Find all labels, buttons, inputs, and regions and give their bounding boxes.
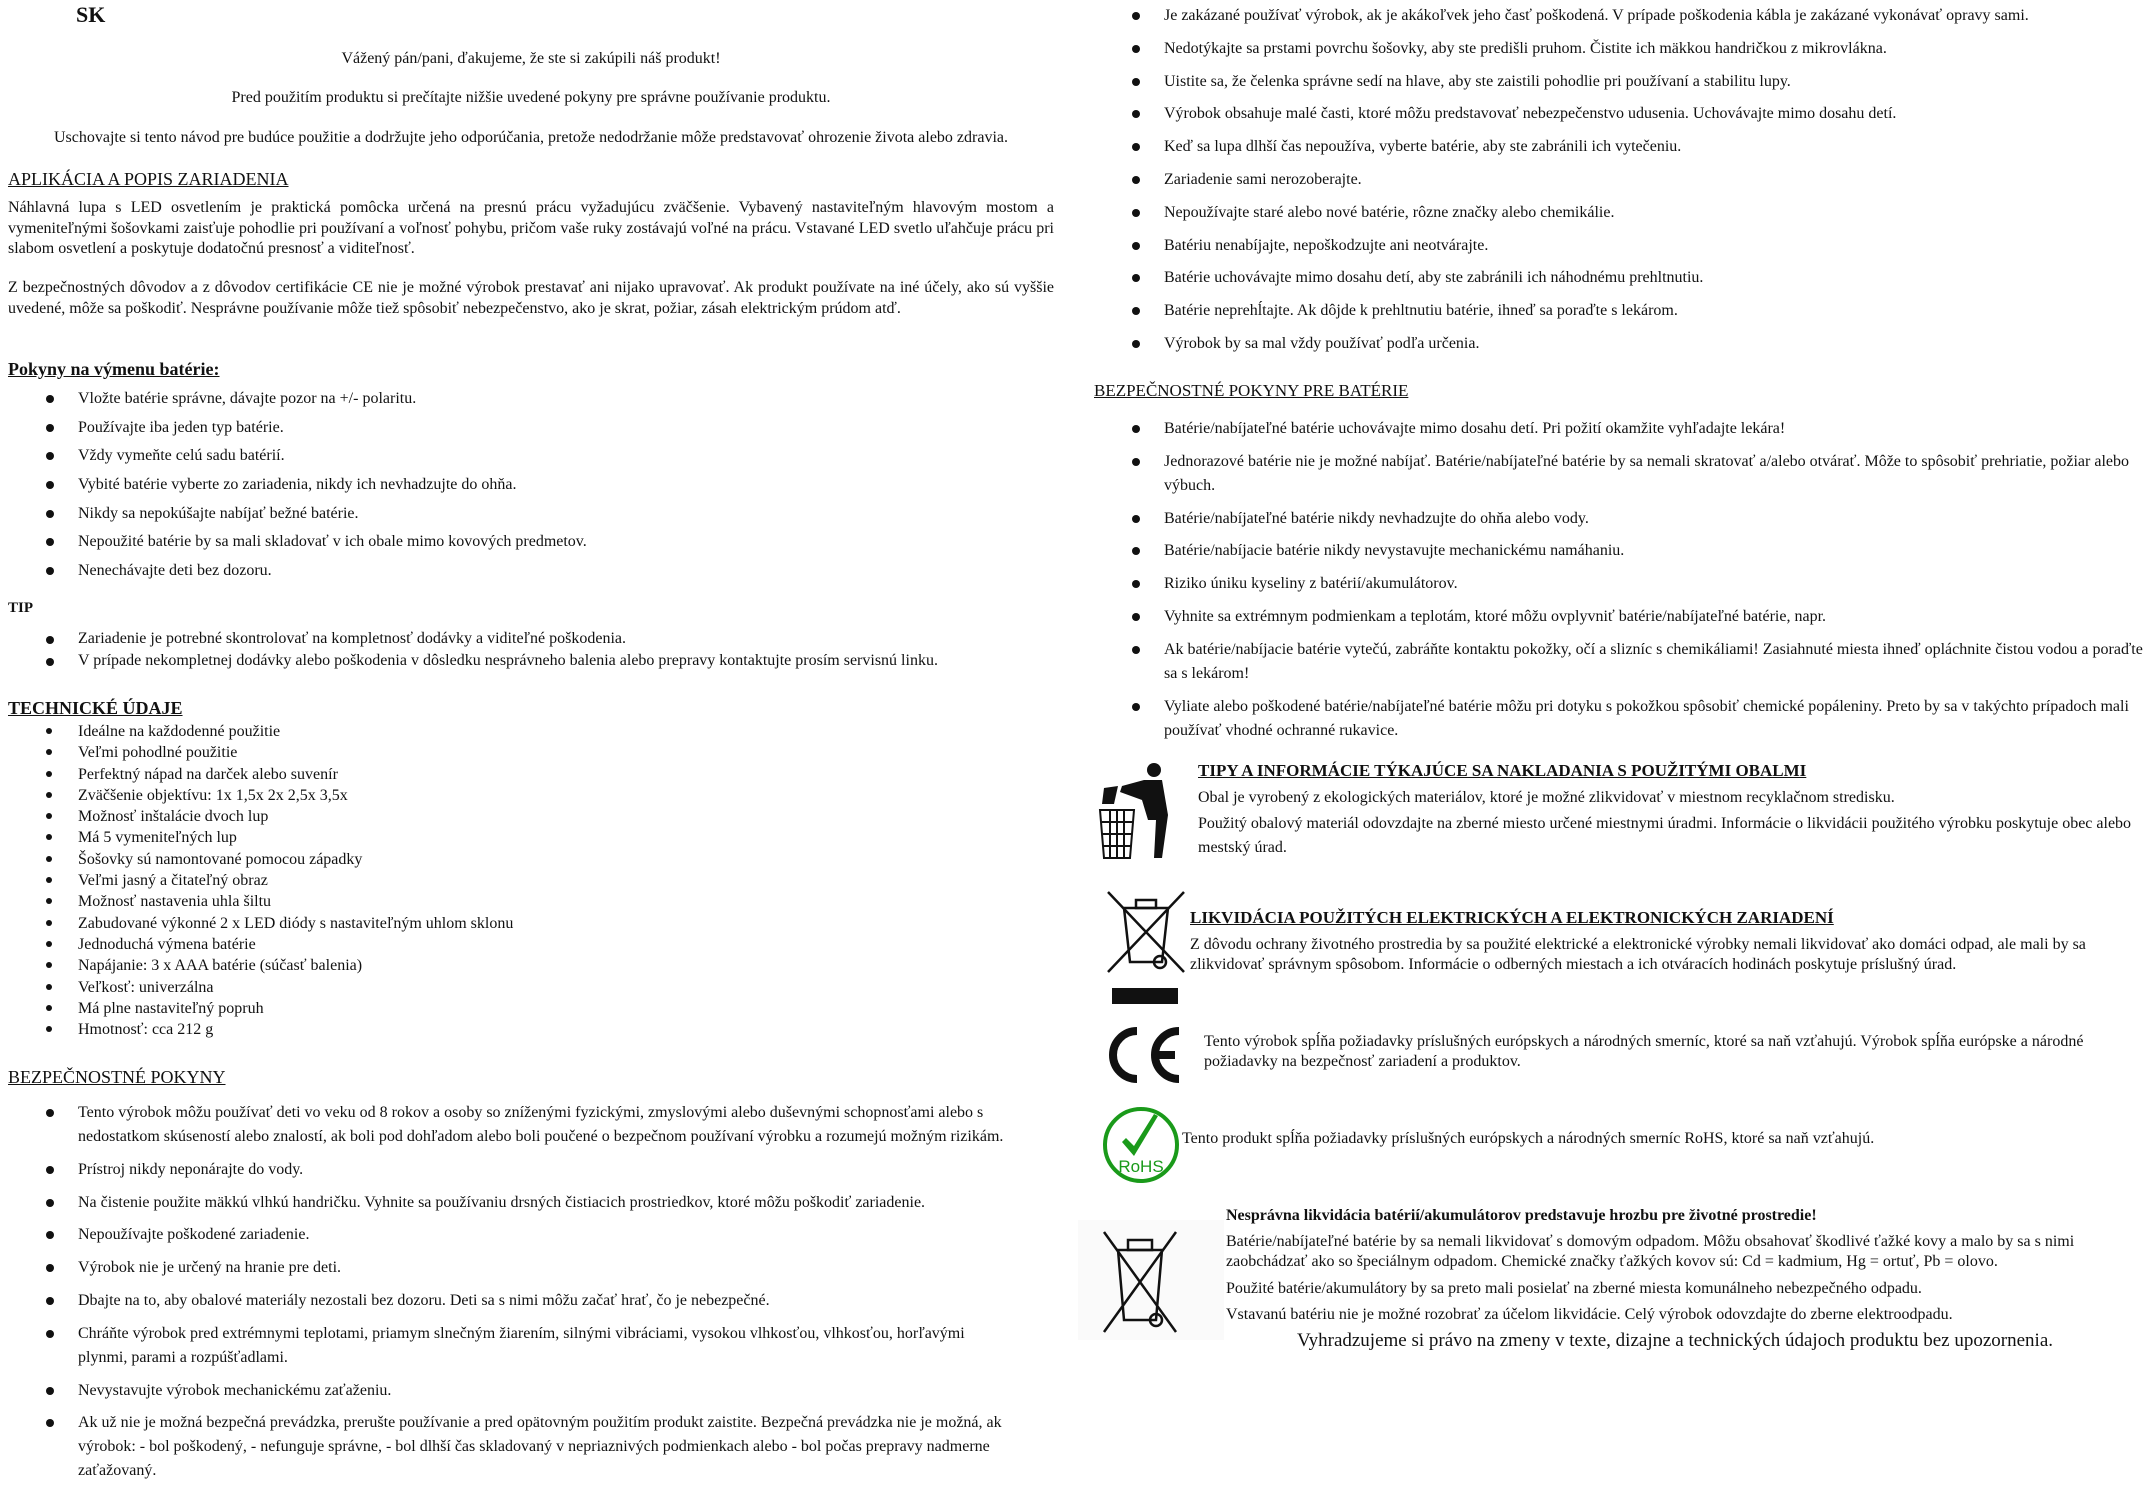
rohs-icon [1102,1106,1180,1184]
list-item: Dbajte na to, aby obalové materiály nezostali bez dozoru. Deti sa s nimi môžu začať hrať, čo je nebezpečné. [78,1289,1018,1313]
list-item: Veľmi pohodlné použitie [78,742,1048,763]
list-item: Nepoužívajte staré alebo nové batérie, rôzne značky alebo chemikálie. [1164,201,2144,225]
read-instructions: Pred použitím produktu si prečítajte nižšie uvedené pokyny pre správne používanie produktu. [231,89,831,106]
list-item: Hmotnosť: cca 212 g [78,1019,1048,1040]
list-item: Perfektný nápad na darček alebo suvenír [78,764,1048,785]
list-item: Má plne nastaviteľný popruh [78,998,1048,1019]
list-item: Batérie/nabíjateľné batérie nikdy nevhadzujte do ohňa alebo vody. [1164,507,2144,531]
list-item: Keď sa lupa dlhší čas nepoužíva, vyberte batérie, aby ste zabránili ich vytečeniu. [1164,135,2144,159]
list-item: Batérie neprehĺtajte. Ak dôjde k prehltnutiu batérie, ihneď sa poraďte s lekárom. [1164,299,2144,323]
list-item: Batérie/nabíjateľné batérie uchovávajte mimo dosahu detí. Pri požití okamžite vyhľadajte lekára! [1164,417,2144,441]
list-item: Nepoužité batérie by sa mali skladovať v ich obale mimo kovových predmetov. [78,530,1048,554]
list-item: Jednoduchá výmena batérie [78,934,1048,955]
list-item: Ak batérie/nabíjacie batérie vytečú, zabráňte kontaktu pokožky, očí a slizníc s chemikáliami! Zasiahnuté miesta ihneď opláchnite čistou vodou a poraďte sa s lekárom! [1164,638,2144,686]
list-item: Batérie uchovávajte mimo dosahu detí, aby ste zabránili ich náhodnému prehltnutiu. [1164,266,2144,290]
list-item: Ak už nie je možná bezpečná prevádzka, prerušte používanie a pred opätovným použitím produkt zaistite. Bezpečná prevádzka nie je možná, ak výrobok: - bol poškodený, - nefunguje správne, - bol dlhší čas skladovaný v nepriaznivých podmienkach alebo - bol počas prepravy nadmerne zaťažovaný. [78,1411,1018,1483]
list-item: Nikdy sa nepokúšajte nabíjať bežné batérie. [78,502,1048,526]
list-item: Vyhnite sa extrémnym podmienkam a teplotám, ktoré môžu ovplyvniť batérie/nabíjateľné batérie, napr. [1164,605,2144,629]
safety-heading: BEZPEČNOSTNÉ POKYNY [8,1067,226,1087]
list-item: Veľmi jasný a čitateľný obraz [78,870,1048,891]
list-item: Vybité batérie vyberte zo zariadenia, nikdy ich nevhadzujte do ohňa. [78,473,1048,497]
list-item: Zabudované výkonné 2 x LED diódy s nastaviteľným uhlom sklonu [78,913,1048,934]
list-item: Uistite sa, že čelenka správne sedí na hlave, aby ste zaistili pohodlie pri používaní a stabilitu lupy. [1164,70,2144,94]
list-item: Nevystavujte výrobok mechanickému zaťaženiu. [78,1379,1018,1403]
list-item: Vždy vymeňte celú sadu batérií. [78,444,1048,468]
battery-disposal-p1: Batérie/nabíjateľné batérie by sa nemali likvidovať s domovým odpadom. Môžu obsahovať škodlivé ťažké kovy a malo by sa s nimi zaobchádzať ako so špeciálnym odpadom. Chemické značky ťažkých kovov sú: Cd = kadmium, Hg = ortuť, Pb = olovo. [1226,1233,2075,1270]
greeting: Vážený pán/pani, ďakujeme, že ste si zakúpili náš produkt! [341,50,721,67]
list-item: Na čistenie použite mäkkú vlhkú handričku. Vyhnite sa používaniu drsných čistiacich prostriedkov, ktoré môžu poškodiť zariadenie. [78,1191,1018,1215]
list-item: Má 5 vymeniteľných lup [78,827,1048,848]
technical-list [78,721,1048,1040]
list-item: Ideálne na každodenné použitie [78,721,1048,742]
packaging-heading: TIPY A INFORMÁCIE TÝKAJÚCE SA NAKLADANIA S POUŽITÝMI OBALMI [1198,761,1807,780]
battery-disposal-p2: Použité batérie/akumulátory by sa preto mali posielať na zberné miesta komunálneho nebezpečného odpadu. [1226,1280,1922,1297]
list-item: Napájanie: 3 x AAA batérie (súčasť balenia) [78,955,1048,976]
language-code: SK [76,2,106,27]
battery-safety-heading: BEZPEČNOSTNÉ POKYNY PRE BATÉRIE [1094,381,1409,400]
battery-disposal-heading: Nesprávna likvidácia batérií/akumulátorov predstavuje hrozbu pre životné prostredie! [1226,1207,1817,1224]
list-item: Vložte batérie správne, dávajte pozor na +/- polaritu. [78,387,1048,411]
ce-mark-icon [1105,1025,1183,1085]
footer-disclaimer: Vyhradzujeme si právo na zmeny v texte, dizajne a technických údajoch produktu bez upozornenia. [1297,1330,2054,1351]
list-item: Zariadenie sami nerozoberajte. [1164,168,2144,192]
packaging-text [1198,786,2143,860]
weee-heading: LIKVIDÁCIA POUŽITÝCH ELEKTRICKÝCH A ELEKTRONICKÝCH ZARIADENÍ [1190,908,1834,927]
list-item: Zariadenie je potrebné skontrolovať na kompletnosť dodávky a viditeľné poškodenia. [78,628,1048,650]
list-item: Tento výrobok môžu používať deti vo veku od 8 rokov a osoby so zníženými fyzickými, zmyslovými alebo duševnými schopnosťami alebo s nedostatkom skúseností alebo znalostí, ak boli pod dohľadom alebo boli poučené o bezpečnom používaní výrobku a rozumejú možným rizikám. [78,1101,1018,1149]
weee-text: Z dôvodu ochrany životného prostredia by sa použité elektrické a elektronické výrobky nemali likvidovať ako domáci odpad, ale mali by sa zlikvidovať správnym spôsobom. Informácie o odberných miestach a ich otváracích hodinách poskytuje príslušný úrad. [1190,936,2086,973]
list-item: Možnosť nastavenia uhla šiltu [78,891,1048,912]
list-item: Používajte iba jeden typ batérie. [78,416,1048,440]
list-item: Zväčšenie objektívu: 1x 1,5x 2x 2,5x 3,5x [78,785,1048,806]
ce-text: Tento výrobok spĺňa požiadavky príslušných európskych a národných smerníc, ktoré sa naň vzťahujú. Výrobok spĺňa európske a národné požiadavky na bezpečnosť zariadení a produktov. [1204,1033,2084,1070]
list-item: Možnosť inštalácie dvoch lup [78,806,1048,827]
technical-heading: TECHNICKÉ ÚDAJE [8,698,183,718]
list-item: Výrobok nie je určený na hranie pre deti. [78,1256,1018,1280]
list-item: Nepoužívajte poškodené zariadenie. [78,1223,1018,1247]
rohs-text: Tento produkt spĺňa požiadavky príslušných európskych a národných smerníc RoHS, ktoré sa naň vzťahujú. [1182,1130,1875,1147]
list-item: Prístroj nikdy neponárajte do vody. [78,1158,1018,1182]
list-item: Batérie/nabíjacie batérie nikdy nevystavujte mechanickému namáhaniu. [1164,539,2144,563]
list-item: Nenechávajte deti bez dozoru. [78,559,1048,583]
battery-disposal-text [1226,1232,2141,1328]
list-item: Batériu nenabíjajte, nepoškodzujte ani neotvárajte. [1164,234,2144,258]
battery-disposal-p3: Vstavanú batériu nie je možné rozobrať za účelom likvidácie. Celý výrobok odovzdajte do zberne elektroodpadu. [1226,1306,1953,1323]
packaging-p2: Použitý obalový materiál odovzdajte na zberné miesto určené miestnymi úradmi. Informácie o likvidácii použitého výrobku poskytuje obec alebo mestský úrad. [1198,815,2132,856]
list-item: Je zakázané používať výrobok, ak je akákoľvek jeho časť poškodená. V prípade poškodenia kábla je zakázané vykonávať opravy sami. [1164,4,2144,28]
battery-crossed-bin-icon [1078,1220,1224,1340]
tip-list [78,628,1048,672]
safety-continued-list [1164,4,2144,365]
weee-crossed-bin-icon [1106,890,1188,1006]
list-item: Nedotýkajte sa prstami povrchu šošovky, aby ste predišli pruhom. Čistite ich mäkkou handričkou z mikrovlákna. [1164,37,2144,61]
application-heading: APLIKÁCIA A POPIS ZARIADENIA [8,169,289,189]
tip-heading: TIP [8,600,34,616]
list-item: Chráňte výrobok pred extrémnymi teplotami, priamym slnečným žiarením, silnými vibráciami, vysokou vlhkosťou, vlhkosťou, horľavými plynmi, parami a rozpúšťadlami. [78,1322,1018,1370]
keep-manual-note: Uschovajte si tento návod pre budúce použitie a dodržujte jeho odporúčania, pretože nedodržanie môže predstavovať ohrozenie života alebo zdravia. [53,129,1008,146]
svg-text:RoHS: RoHS [1118,1157,1164,1176]
list-item: Výrobok by sa mal vždy používať podľa určenia. [1164,332,2144,356]
application-description: Náhlavná lupa s LED osvetlením je praktická pomôcka určená na presnú prácu vyžadujúcu zväčšenie. Vybavený nastaviteľným hlavovým mostom a vymeniteľnými šošovkami zaisťuje pohodlie pri používaní a voľnosť pohybu, pričom vaše ruky zostávajú voľné na prácu. Vstavané LED svetlo uľahčuje prácu pri slabom osvetlení a poskytuje dodatočnú presnosť a viditeľnosť. [8,199,1054,258]
battery-safety-list [1164,417,2144,751]
list-item: Šošovky sú namontované pomocou západky [78,849,1048,870]
list-item: Veľkosť: univerzálna [78,977,1048,998]
list-item: V prípade nekompletnej dodávky alebo poškodenia v dôsledku nesprávneho balenia alebo prepravy kontaktujte prosím servisnú linku. [78,650,1048,672]
safety-list [78,1101,1018,1492]
list-item: Riziko úniku kyseliny z batérií/akumulátorov. [1164,572,2144,596]
ce-modification-note: Z bezpečnostných dôvodov a z dôvodov certifikácie CE nie je možné výrobok prestavať ani nijako upravovať. Ak produkt používate na iné účely, ako sú vyššie uvedené, môže sa poškodiť. Nesprávne používanie môže tiež spôsobiť nebezpečenstvo, ako je skrat, požiar, zásah elektrickým prúdom atď. [8,279,1054,317]
trash-disposal-icon [1098,760,1176,860]
battery-change-heading: Pokyny na výmenu batérie: [8,359,220,379]
packaging-p1: Obal je vyrobený z ekologických materiálov, ktoré je možné zlikvidovať v miestnom recyklačnom stredisku. [1198,789,1895,806]
list-item: Vyliate alebo poškodené batérie/nabíjateľné batérie môžu pri dotyku s pokožkou spôsobiť chemické popáleniny. Preto by sa v takýchto prípadoch mali používať vhodné ochranné rukavice. [1164,695,2144,743]
list-item: Jednorazové batérie nie je možné nabíjať. Batérie/nabíjateľné batérie by sa nemali skratovať a/alebo otvárať. Môže to spôsobiť prehriatie, požiar alebo výbuch. [1164,450,2144,498]
battery-change-list [78,387,1048,588]
list-item: Výrobok obsahuje malé časti, ktoré môžu predstavovať nebezpečenstvo udusenia. Uchovávajte mimo dosahu detí. [1164,102,2144,126]
